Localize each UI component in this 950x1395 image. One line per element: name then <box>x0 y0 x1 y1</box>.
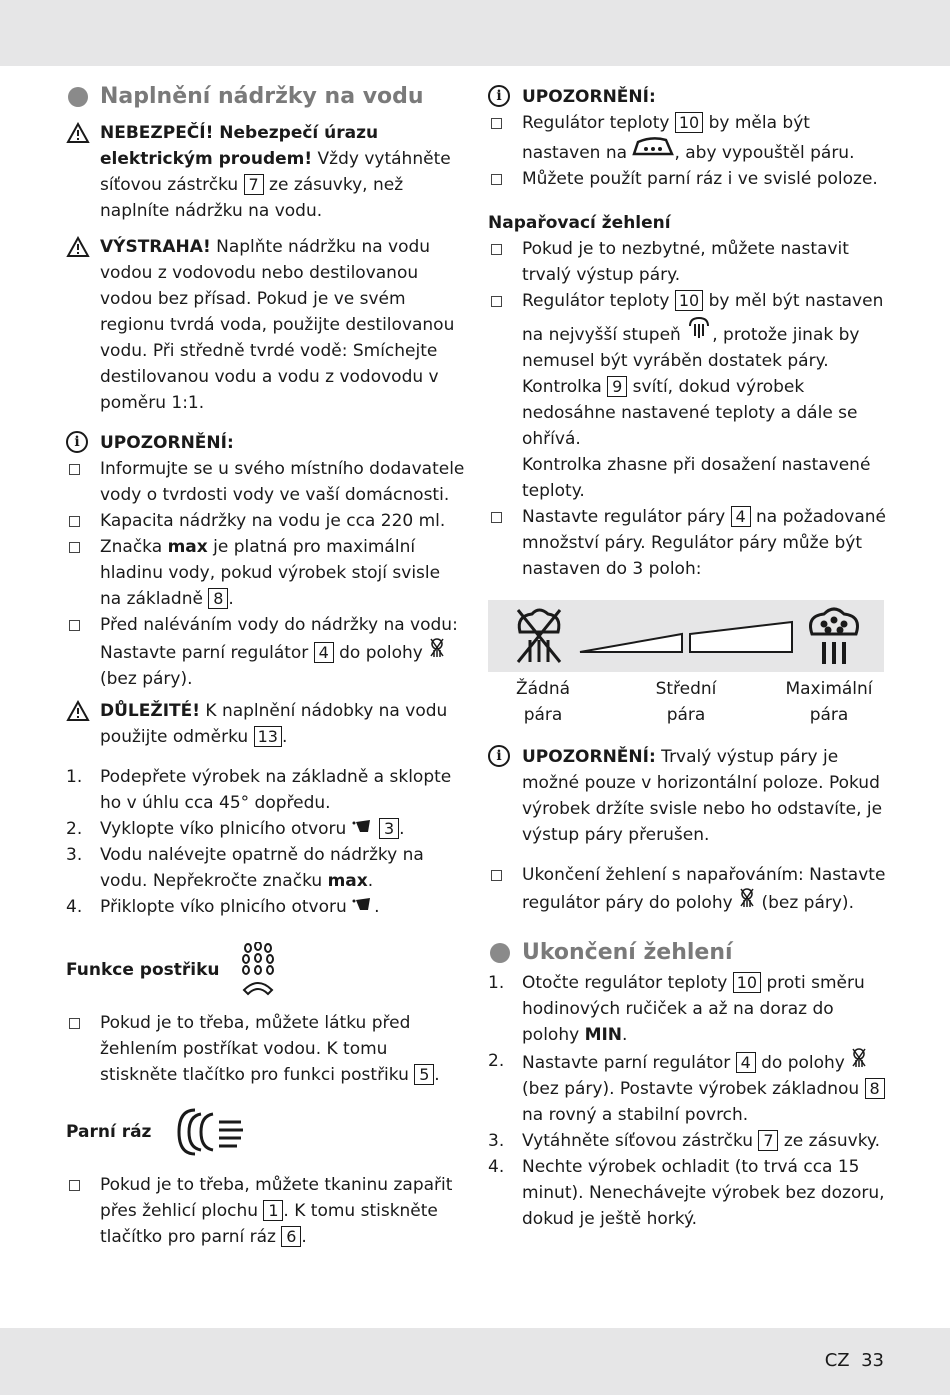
no-steam-icon <box>738 888 756 908</box>
ref-number: 10 <box>675 112 703 133</box>
list-item: 4. Přiklopte víko plnicího otvoru . <box>66 897 380 917</box>
list-item: Nastavte regulátor páry 4 na požadované množství páry. Regulátor páry může být nastaven do 3 poloh: <box>488 504 888 582</box>
warning-triangle-icon <box>66 122 90 144</box>
ref-number: 4 <box>314 642 334 663</box>
steam-level-labels <box>488 676 884 728</box>
list-item: 2. Nastavte parní regulátor 4 do polohy (bez páry). Postavte výrobek základnou 8 na rovný a stabilní povrch. <box>488 1048 888 1128</box>
ref-number: 8 <box>865 1078 885 1099</box>
checkbox-bullet-icon <box>69 464 80 475</box>
steam-wedge-low <box>578 630 684 654</box>
list-item: 1. Otočte regulátor teploty 10 proti směru hodinových ručiček a až na doraz do polohy MIN. <box>488 973 865 1045</box>
list-item: 3. Vodu nalévejte opatrně do nádržky na vodu. Nepřekročte značku max. <box>66 845 424 891</box>
danger-block: NEBEZPEČÍ! Nebezpečí úrazu elektrickým proudem! Vždy vytáhněte síťovou zástrčku 7 ze zásuvky, než naplníte nádržku na vodu. <box>66 120 466 224</box>
ref-number: 7 <box>758 1130 778 1151</box>
list-item: 1. Podepřete výrobek na základně a sklopte ho v úhlu cca 45° dopředu. <box>66 767 452 813</box>
spray-icon <box>234 942 284 998</box>
header-band <box>0 0 950 66</box>
section-heading-end: Ukončení žehlení <box>488 936 888 970</box>
right-column <box>488 80 888 1232</box>
level-label-medium: Střední pára <box>655 679 717 725</box>
checkbox-bullet-icon <box>491 118 502 129</box>
checkbox-bullet-icon <box>69 620 80 631</box>
note-block: i UPOZORNĚNÍ: <box>488 84 888 110</box>
checkbox-bullet-icon <box>491 244 502 255</box>
page-footer <box>825 1350 884 1371</box>
end-steam-list <box>488 862 888 916</box>
list-item: 3. Vytáhněte síťovou zástrčku 7 ze zásuvky. <box>488 1131 880 1151</box>
list-item: Regulátor teploty 10 by měla být nastaven na , aby vypouštěl páru. <box>488 110 888 166</box>
list-item: 2. Vyklopte víko plnicího otvoru 3 . <box>66 819 405 839</box>
ref-number: 13 <box>254 726 282 747</box>
note-list <box>66 456 466 692</box>
no-steam-icon <box>428 638 446 658</box>
info-icon: i <box>488 745 510 767</box>
warning-block: VÝSTRAHA! Naplňte nádržku na vodu vodou z vodovodu nebo destilovanou vodou bez přísad. Pokud je ve svém regionu tvrdá voda, použijte destilovanou vodu. Při středně tvrdé vodě: Smíchejte destilovanou vodu a vodu z vodovodu v poměru 1:1. <box>66 234 466 416</box>
ref-number: 4 <box>731 506 751 527</box>
steam-note-list <box>488 110 888 192</box>
list-item: Kapacita nádržky na vodu je cca 220 ml. <box>66 508 466 534</box>
fill-steps <box>66 764 466 920</box>
checkbox-bullet-icon <box>69 542 80 553</box>
level-label-none: Žádná pára <box>515 679 571 725</box>
list-item: Informujte se u svého místního dodavatele vody o tvrdosti vody ve vaší domácnosti. <box>66 456 466 508</box>
spray-list <box>66 1010 466 1088</box>
bullet-dot-icon <box>490 943 510 963</box>
steam-burst-icon <box>169 1104 249 1160</box>
checkbox-bullet-icon <box>491 296 502 307</box>
max-steam-large-icon <box>806 604 862 666</box>
burst-heading-row: Parní ráz <box>66 1102 466 1162</box>
steam-wedge-mid <box>688 620 794 654</box>
max-steam-icon <box>686 314 712 340</box>
no-steam-large-icon <box>512 606 566 666</box>
fill-lid-icon <box>352 896 374 912</box>
footer-band <box>0 1328 950 1395</box>
warning-triangle-icon <box>66 236 90 258</box>
checkbox-bullet-icon <box>69 516 80 527</box>
iron-three-dots-icon <box>632 136 674 158</box>
checkbox-bullet-icon <box>69 1180 80 1191</box>
ref-number: 1 <box>263 1200 283 1221</box>
note-block-continuous: i UPOZORNĚNÍ: Trvalý výstup páry je možné pouze v horizontální poloze. Pokud výrobek držíte svisle nebo ho odstavíte, je výstup páry přerušen. <box>488 744 888 848</box>
steam-level-panel <box>488 600 884 672</box>
list-item: Před naléváním vody do nádržky na vodu: Nastavte parní regulátor 4 do polohy (bez páry). <box>66 612 466 692</box>
list-item: Regulátor teploty 10 by měl být nastaven na nejvyšší stupeň , protože jinak by nemusel být vyráběn dostatek páry. Kontrolka 9 svítí, dokud výrobek nedosáhne nastavené teploty a dále se ohřívá. Kontrolka zhasne při dosažení nastavené teploty. <box>488 288 888 504</box>
steam-ironing-list <box>488 236 888 582</box>
ref-number: 4 <box>736 1052 756 1073</box>
list-item: Značka max je platná pro maximální hladinu vody, pokud výrobek stojí svisle na základně 8 . <box>66 534 466 612</box>
burst-list <box>66 1172 466 1250</box>
page-number: 33 <box>861 1350 884 1371</box>
ref-number: 7 <box>244 174 264 195</box>
info-icon: i <box>488 85 510 107</box>
note-block: i UPOZORNĚNÍ: <box>66 430 466 456</box>
checkbox-bullet-icon <box>491 512 502 523</box>
level-label-max: Maximální pára <box>785 679 873 725</box>
left-column <box>66 80 466 1250</box>
checkbox-bullet-icon <box>491 870 502 881</box>
ref-number: 10 <box>675 290 703 311</box>
list-item: Ukončení žehlení s napařováním: Nastavte regulátor páry do polohy (bez páry). <box>488 862 888 916</box>
list-item: 4. Nechte výrobek ochladit (to trvá cca 15 minut). Nenechávejte výrobek bez dozoru, dokud je ještě horký. <box>488 1157 885 1229</box>
bullet-dot-icon <box>68 87 88 107</box>
ref-number: 6 <box>281 1226 301 1247</box>
spray-heading-row: Funkce postřiku <box>66 940 466 1000</box>
list-item: Pokud je to nezbytné, můžete nastavit trvalý výstup páry. <box>488 236 888 288</box>
checkbox-bullet-icon <box>69 1018 80 1029</box>
ref-number: 10 <box>733 972 761 993</box>
info-icon: i <box>66 431 88 453</box>
ref-number: 5 <box>414 1064 434 1085</box>
subsection-heading: Napařovací žehlení <box>488 213 671 233</box>
no-steam-icon <box>850 1048 868 1068</box>
ref-number: 8 <box>208 588 228 609</box>
fill-lid-icon <box>352 818 374 834</box>
ref-number: 9 <box>607 376 627 397</box>
end-steps <box>488 970 888 1232</box>
important-block: DŮLEŽITÉ! K naplnění nádobky na vodu použijte odměrku 13 . <box>66 698 466 750</box>
list-item: Pokud je to třeba, můžete látku před žehlením postříkat vodou. K tomu stiskněte tlačítko pro funkci postřiku 5 . <box>66 1010 466 1088</box>
checkbox-bullet-icon <box>491 174 502 185</box>
section-heading-fill: Naplnění nádržky na vodu <box>66 80 466 114</box>
warning-triangle-icon <box>66 700 90 722</box>
list-item: Pokud je to třeba, můžete tkaninu zapařit přes žehlicí plochu 1 . K tomu stiskněte tlačítko pro parní ráz 6 . <box>66 1172 466 1250</box>
footer-language: CZ <box>824 1350 850 1371</box>
ref-number: 3 <box>379 818 399 839</box>
list-item: Můžete použít parní ráz i ve svislé poloze. <box>488 166 888 192</box>
